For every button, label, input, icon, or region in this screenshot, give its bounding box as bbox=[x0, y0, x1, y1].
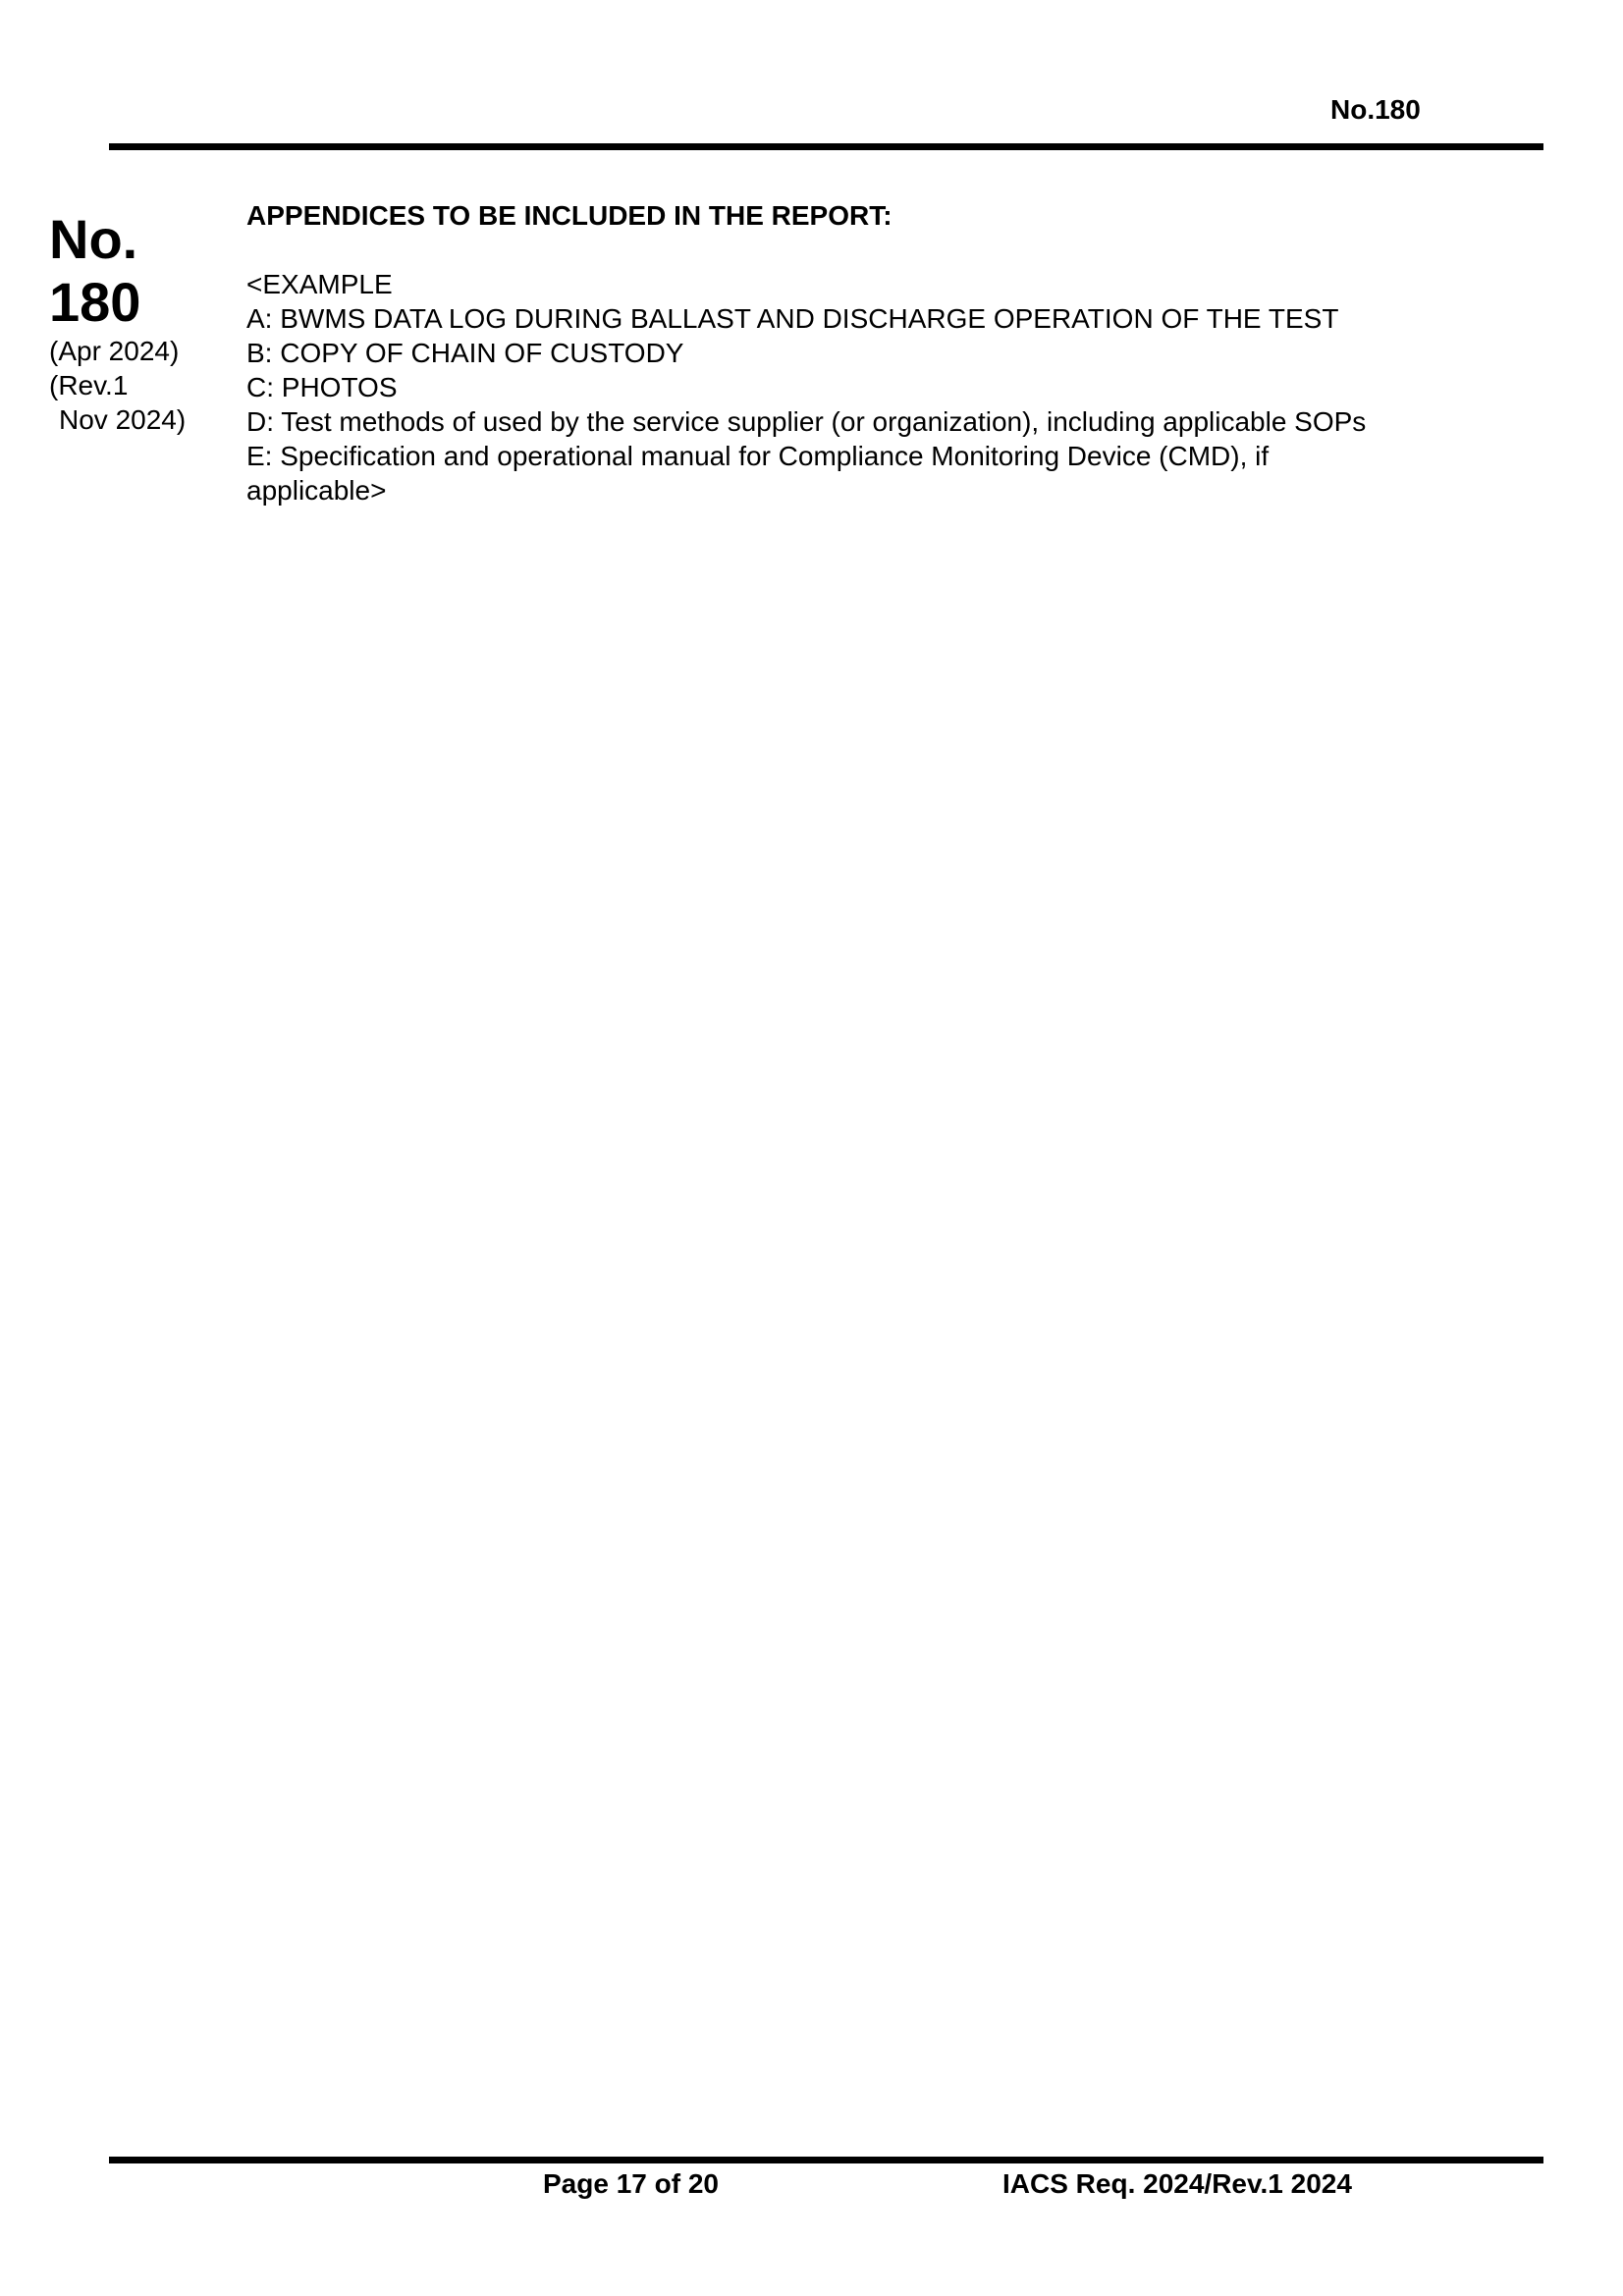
side-no-label: No. bbox=[49, 208, 138, 270]
header-document-number: No.180 bbox=[1330, 94, 1421, 125]
main-content bbox=[246, 198, 1513, 507]
side-issue-date: (Apr 2024) bbox=[49, 336, 180, 366]
side-revision-date: Nov 2024) bbox=[59, 404, 187, 435]
side-number: 180 bbox=[49, 271, 141, 333]
appendix-e-line-continued: applicable> bbox=[246, 475, 387, 506]
appendix-a-line: A: BWMS DATA LOG DURING BALLAST AND DISCHARGE OPERATION OF THE TEST bbox=[246, 303, 1339, 334]
example-open-line: <EXAMPLE bbox=[246, 269, 393, 299]
section-heading: APPENDICES TO BE INCLUDED IN THE REPORT: bbox=[246, 200, 893, 231]
appendix-e-line: E: Specification and operational manual for Compliance Monitoring Device (CMD), if bbox=[246, 441, 1270, 471]
side-revision: (Rev.1 bbox=[49, 370, 129, 400]
appendix-c-line: C: PHOTOS bbox=[246, 372, 398, 402]
footer-document-reference: IACS Req. 2024/Rev.1 2024 bbox=[1002, 2168, 1352, 2199]
appendix-b-line: B: COPY OF CHAIN OF CUSTODY bbox=[246, 338, 684, 368]
header-rule bbox=[109, 143, 1543, 150]
footer-rule bbox=[109, 2157, 1543, 2163]
side-margin-label bbox=[49, 208, 206, 437]
footer-page-number: Page 17 of 20 bbox=[543, 2168, 719, 2199]
appendix-d-line: D: Test methods of used by the service supplier (or organization), including applicable SOPs bbox=[246, 406, 1367, 437]
